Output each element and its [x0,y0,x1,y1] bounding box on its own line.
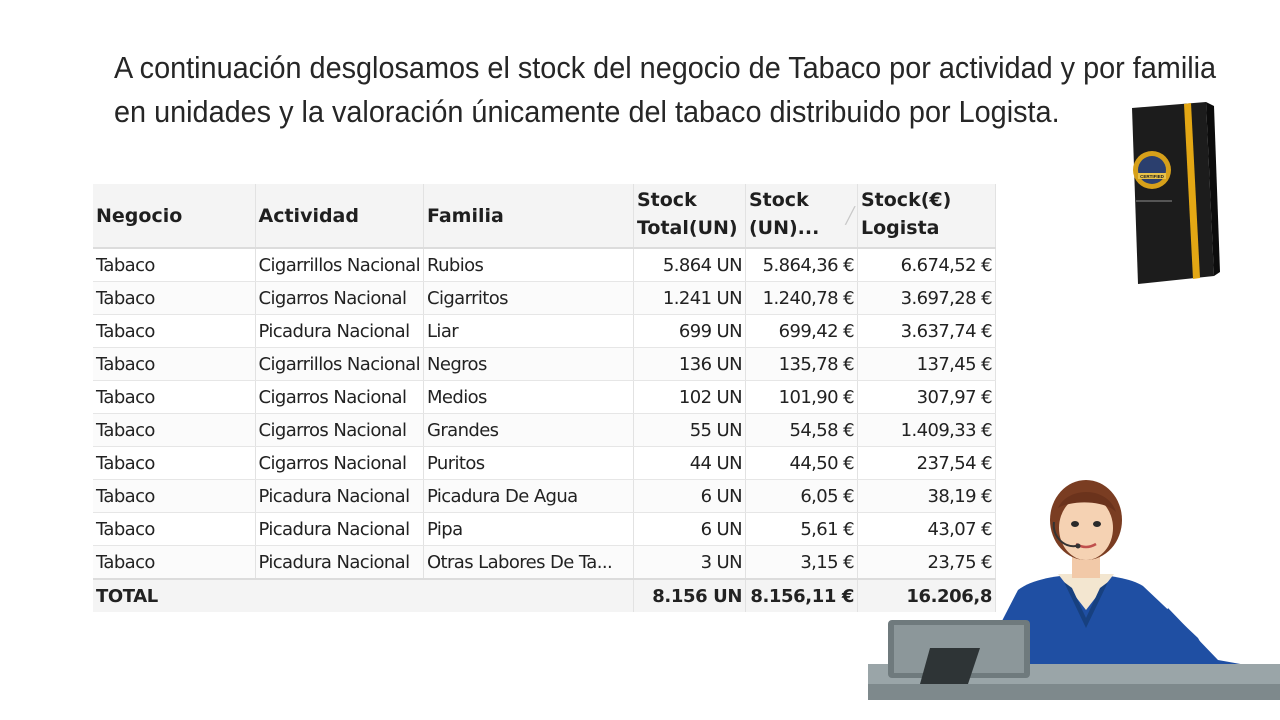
header-stock-total-line2: Total(UN) [636,217,738,239]
cell-negocio: Tabaco [93,513,255,546]
cell-stock-total: 102 UN [633,381,745,414]
header-stock-un[interactable] [745,184,857,248]
table-row[interactable] [93,282,995,315]
cell-familia: Grandes [423,414,633,447]
cell-actividad: Cigarrillos Nacional [255,248,423,282]
header-negocio[interactable]: Negocio [93,184,255,248]
cell-stock-eur: 38,19 € [857,480,995,513]
receptionist-eye-right [1093,521,1101,527]
cell-stock-eur: 43,07 € [857,513,995,546]
receptionist-face [1059,496,1113,560]
table-row[interactable] [93,447,995,480]
notebook-illustration [1124,100,1220,286]
cell-familia: Picadura De Agua [423,480,633,513]
table-row[interactable] [93,315,995,348]
intro-line-1: A continuación desglosamos el stock del negocio de Tabaco por actividad y por familia [114,50,1217,85]
cell-negocio: Tabaco [93,282,255,315]
cell-stock-total: 44 UN [633,447,745,480]
receptionist-illustration [868,478,1280,700]
cell-stock-eur: 23,75 € [857,546,995,580]
cell-familia: Pipa [423,513,633,546]
cell-actividad: Cigarrillos Nacional [255,348,423,381]
header-stock-un-line2: (UN)... [748,217,820,239]
header-stock-total[interactable] [633,184,745,248]
cell-stock-un: 54,58 € [745,414,857,447]
cell-stock-total: 6 UN [633,480,745,513]
cell-actividad: Cigarros Nacional [255,447,423,480]
notebook-cover [1132,102,1214,284]
cell-familia: Negros [423,348,633,381]
header-familia[interactable]: Familia [423,184,633,248]
certified-badge-text: CERTIFIED [1140,174,1164,179]
cell-stock-un: 3,15 € [745,546,857,580]
cell-stock-eur: 6.674,52 € [857,248,995,282]
cell-familia: Cigarritos [423,282,633,315]
cell-stock-total: 3 UN [633,546,745,580]
cell-stock-un: 44,50 € [745,447,857,480]
intro-line-2: en unidades y la valoración únicamente del tabaco distribuido por Logista. [114,94,1060,129]
table-row[interactable] [93,513,995,546]
cell-stock-un: 699,42 € [745,315,857,348]
cell-actividad: Cigarros Nacional [255,381,423,414]
cell-actividad: Picadura Nacional [255,480,423,513]
table-row[interactable] [93,381,995,414]
total-stock-eur: 16.206,8 [857,579,995,612]
header-stock-un-line1: Stock [748,189,809,211]
cell-stock-un: 5,61 € [745,513,857,546]
cell-negocio: Tabaco [93,447,255,480]
reception-desk-front [868,684,1280,700]
cell-stock-total: 55 UN [633,414,745,447]
total-stock-total: 8.156 UN [633,579,745,612]
intro-text [114,46,1217,134]
cell-negocio: Tabaco [93,480,255,513]
cell-negocio: Tabaco [93,248,255,282]
table-total-row [93,579,995,612]
cell-negocio: Tabaco [93,546,255,580]
cell-actividad: Picadura Nacional [255,546,423,580]
table-row[interactable] [93,480,995,513]
cell-stock-eur: 137,45 € [857,348,995,381]
cell-actividad: Cigarros Nacional [255,414,423,447]
cell-stock-eur: 3.697,28 € [857,282,995,315]
cell-stock-un: 6,05 € [745,480,857,513]
cell-stock-eur: 307,97 € [857,381,995,414]
cell-stock-total: 1.241 UN [633,282,745,315]
table-row[interactable] [93,414,995,447]
cell-negocio: Tabaco [93,348,255,381]
header-stock-eur-line1: Stock(€) [860,189,952,211]
certified-badge-inner [1138,156,1166,184]
cell-familia: Puritos [423,447,633,480]
cell-actividad: Picadura Nacional [255,315,423,348]
header-stock-total-line1: Stock [636,189,697,211]
stock-table [93,184,996,612]
total-stock-un: 8.156,11 € [745,579,857,612]
cell-stock-eur: 3.637,74 € [857,315,995,348]
header-actividad[interactable]: Actividad [255,184,423,248]
table-row[interactable] [93,348,995,381]
headset-mic [1076,544,1081,549]
cell-familia: Medios [423,381,633,414]
table-header-row [93,184,995,248]
cell-stock-un: 135,78 € [745,348,857,381]
cell-stock-total: 136 UN [633,348,745,381]
cell-actividad: Cigarros Nacional [255,282,423,315]
cell-stock-total: 5.864 UN [633,248,745,282]
cell-stock-un: 101,90 € [745,381,857,414]
table-row[interactable] [93,546,995,580]
receptionist-eye-left [1071,521,1079,527]
total-label: TOTAL [93,579,633,612]
cell-stock-un: 1.240,78 € [745,282,857,315]
cell-negocio: Tabaco [93,414,255,447]
cell-familia: Rubios [423,248,633,282]
cell-stock-eur: 1.409,33 € [857,414,995,447]
cell-stock-total: 6 UN [633,513,745,546]
cell-familia: Otras Labores De Ta... [423,546,633,580]
sort-indicator-icon[interactable]: ╱ [845,206,855,225]
cell-familia: Liar [423,315,633,348]
header-stock-eur[interactable] [857,184,995,248]
cell-stock-un: 5.864,36 € [745,248,857,282]
cell-actividad: Picadura Nacional [255,513,423,546]
table-row[interactable] [93,248,995,282]
notebook-label-line [1136,200,1172,202]
header-stock-eur-line2: Logista [860,217,940,239]
cell-negocio: Tabaco [93,315,255,348]
cell-stock-eur: 237,54 € [857,447,995,480]
cell-stock-total: 699 UN [633,315,745,348]
cell-negocio: Tabaco [93,381,255,414]
